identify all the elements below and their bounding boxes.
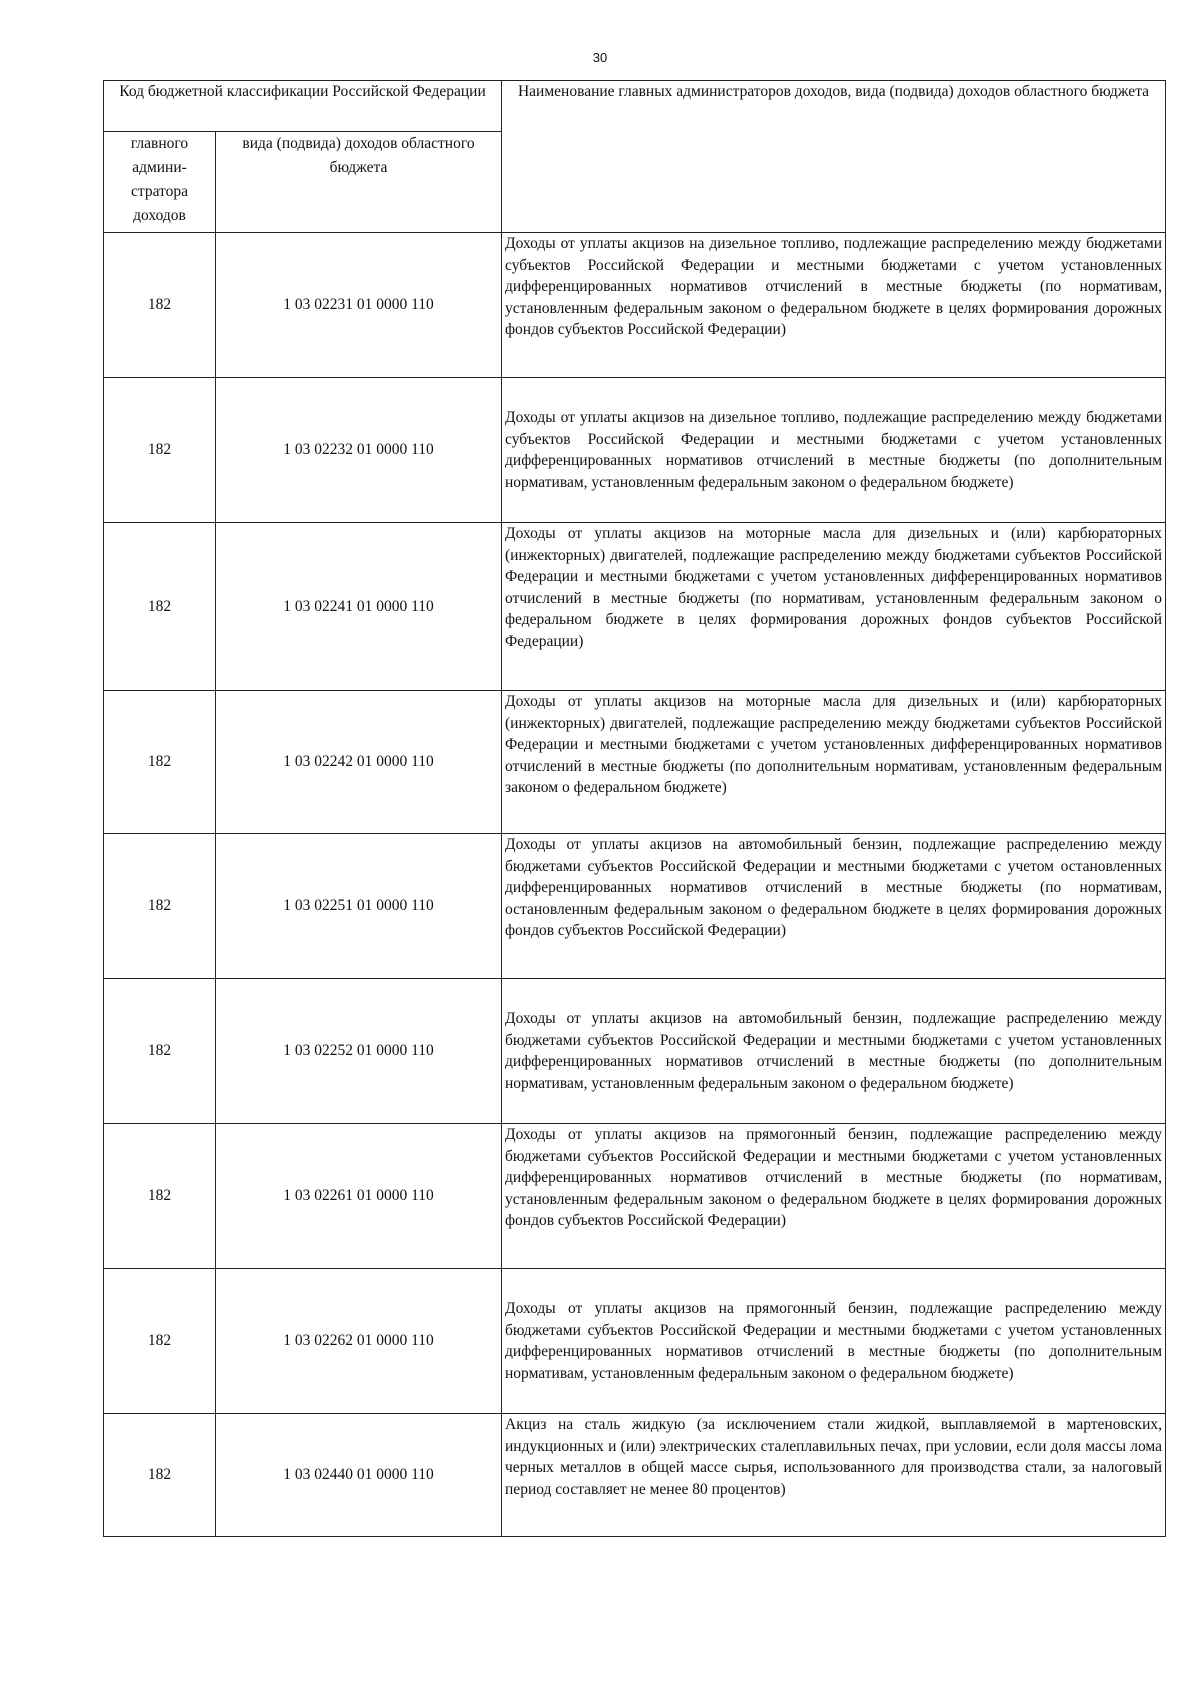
table-row <box>104 378 1166 523</box>
admin-code: 182 <box>104 691 216 834</box>
income-code: 1 03 02241 01 0000 110 <box>216 523 502 691</box>
header-name: Наименование главных администраторов доходов, вида (подвида) доходов областного бюджета <box>502 81 1166 233</box>
table-row <box>104 523 1166 691</box>
admin-code: 182 <box>104 378 216 523</box>
admin-code: 182 <box>104 1124 216 1269</box>
header-code: вида (подвида) доходов областного бюджета <box>216 132 502 233</box>
income-code: 1 03 02231 01 0000 110 <box>216 233 502 378</box>
table-row <box>104 1414 1166 1537</box>
income-code: 1 03 02252 01 0000 110 <box>216 979 502 1124</box>
income-name: Доходы от уплаты акцизов на прямогонный бензин, подлежащие распределению между бюджетами субъектов Российской Федерации и местными бюджетами с учетом установленных дифференцированных нормативов отчислений в местные бюджеты (по нормативам, установленным федеральным законом о федеральном бюджете в целях формирования дорожных фондов субъектов Российской Федерации) <box>502 1124 1166 1269</box>
income-name: Доходы от уплаты акцизов на моторные масла для дизельных и (или) карбюраторных (инжекторных) двигателей, подлежащие распределению между бюджетами субъектов Российской Федерации и местными бюджетами с учетом установленных дифференцированных нормативов отчислений в местные бюджеты (по нормативам, установленным федеральным законом о федеральном бюджете в целях формирования дорожных фондов субъектов Российской Федерации) <box>502 523 1166 691</box>
admin-code: 182 <box>104 1414 216 1537</box>
income-name: Доходы от уплаты акцизов на дизельное топливо, подлежащие распределению между бюджетами субъектов Российской Федерации и местными бюджетами с учетом установленных дифференцированных нормативов отчислений в местные бюджеты (по дополнительным нормативам, установленным федеральным законом о федеральном бюджете) <box>502 378 1166 523</box>
table-row <box>104 834 1166 979</box>
income-code: 1 03 02251 01 0000 110 <box>216 834 502 979</box>
budget-classification-table <box>103 80 1166 1537</box>
admin-code: 182 <box>104 1269 216 1414</box>
income-name: Доходы от уплаты акцизов на автомобильный бензин, подлежащие распределению между бюджетами субъектов Российской Федерации и местными бюджетами с учетом установленных дифференцированных нормативов отчислений в местные бюджеты (по дополнительным нормативам, установленным федеральным законом о федеральном бюджете) <box>502 979 1166 1124</box>
table-row <box>104 691 1166 834</box>
income-name: Акциз на сталь жидкую (за исключением стали жидкой, выплавляемой в мартеновских, индукционных и (или) электрических сталеплавильных печах, при условии, если доля массы лома черных металлов в общей массе сырья, использованного для производства стали, за налоговый период составляет не менее 80 процентов) <box>502 1414 1166 1537</box>
admin-code: 182 <box>104 834 216 979</box>
income-name: Доходы от уплаты акцизов на моторные масла для дизельных и (или) карбюраторных (инжекторных) двигателей, подлежащие распределению между бюджетами субъектов Российской Федерации и местными бюджетами с учетом установленных дифференцированных нормативов отчислений в местные бюджеты (по дополнительным нормативам, установленным федеральным законом о федеральном бюджете) <box>502 691 1166 834</box>
income-code: 1 03 02232 01 0000 110 <box>216 378 502 523</box>
admin-code: 182 <box>104 233 216 378</box>
income-code: 1 03 02262 01 0000 110 <box>216 1269 502 1414</box>
table-row <box>104 979 1166 1124</box>
table-row <box>104 1124 1166 1269</box>
admin-code: 182 <box>104 523 216 691</box>
table-header-row <box>104 81 1166 132</box>
income-name: Доходы от уплаты акцизов на прямогонный бензин, подлежащие распределению между бюджетами субъектов Российской Федерации и местными бюджетами с учетом установленных дифференцированных нормативов отчислений в местные бюджеты (по дополнительным нормативам, установленным федеральным законом о федеральном бюджете) <box>502 1269 1166 1414</box>
header-classification-code: Код бюджетной классификации Российской Федерации <box>104 81 502 132</box>
income-name: Доходы от уплаты акцизов на дизельное топливо, подлежащие распределению между бюджетами субъектов Российской Федерации и местными бюджетами с учетом установленных дифференцированных нормативов отчислений в местные бюджеты (по нормативам, установленным федеральным законом о федеральном бюджете в целях формирования дорожных фондов субъектов Российской Федерации) <box>502 233 1166 378</box>
income-name: Доходы от уплаты акцизов на автомобильный бензин, подлежащие распределению между бюджетами субъектов Российской Федерации и местными бюджетами с учетом остановленных дифференцированных нормативов отчислений в местные бюджеты (по нормативам, остановленным федеральным законом о федеральном бюджете в целях формирования дорожных фондов субъектов Российской Федерации) <box>502 834 1166 979</box>
income-code: 1 03 02261 01 0000 110 <box>216 1124 502 1269</box>
income-code: 1 03 02242 01 0000 110 <box>216 691 502 834</box>
income-code: 1 03 02440 01 0000 110 <box>216 1414 502 1537</box>
admin-code: 182 <box>104 979 216 1124</box>
header-admin: главного админи-стратора доходов <box>104 132 216 233</box>
table-row <box>104 233 1166 378</box>
page-number: 30 <box>592 50 608 65</box>
table-row <box>104 1269 1166 1414</box>
